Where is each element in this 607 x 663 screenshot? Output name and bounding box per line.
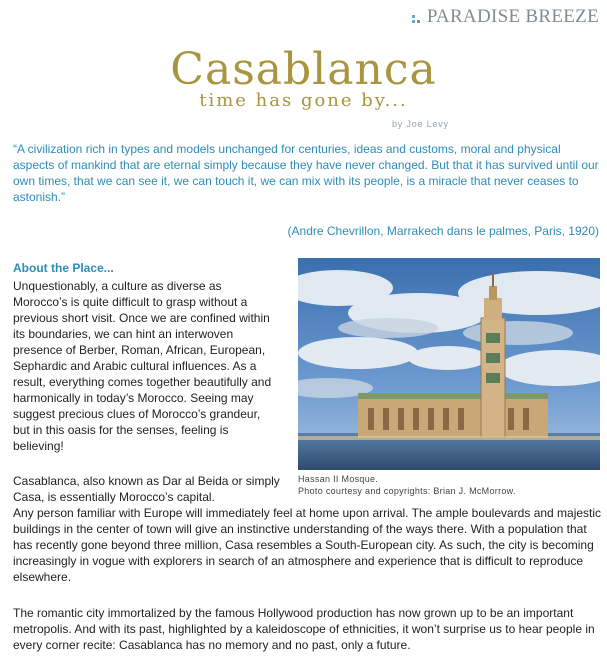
intro-quote: “A civilization rich in types and models unchanged for centuries, ideas and customs, moral and physical aspects of mankind that are eternal simply because they have never changed. But that it has survived until our own times, that we can see it, we can touch it, we can mix with its people, is a miracle that never ceases to astonish.” <box>13 142 599 204</box>
caption-title: Hassan II Mosque. <box>298 474 379 484</box>
paragraph-about: Unquestionably, a culture as diverse as Morocco’s is quite difficult to grasp without a previous short visit. Once we are confined within its boundaries, we can hint an interwoven presence of Berber, Roman, African, European, Sephardic and Arabic cultural influences. As a result, everything comes together beautifully and harmonically in today’s Morocco. Seeing may suggest precious clues of Morocco’s grandeur, but in this oasis for the senses, feeling is believing! <box>13 279 272 453</box>
brand-name: PARADISE BREEZE <box>426 6 599 27</box>
paragraph-metropolis: The romantic city immortalized by the famous Hollywood production has now grown up to be an important metropolis. And with its past, highlighted by a kaleidoscope of ethnicities, it won’t surprise us to hear people in every corner recite: Casablanca has no memory and no past, only a future. <box>13 606 595 652</box>
section-title: About the Place... <box>13 261 114 275</box>
quote-source: (Andre Chevrillon, Marrakech dans le palmes, Paris, 1920) <box>287 224 599 238</box>
article-title: Casablanca <box>170 44 437 95</box>
photo-caption <box>298 473 516 497</box>
article-byline: by Joe Levy <box>392 119 449 129</box>
mosque-photo <box>298 258 600 470</box>
article-subtitle: time has gone by... <box>199 90 408 111</box>
mosque-illustration <box>298 258 600 470</box>
dots-icon <box>412 15 422 25</box>
paragraph-casablanca: Any person familiar with Europe will immediately feel at home upon arrival. The ample boulevards and majestic buildings in the center of town will give an instinctive understanding of the ways there. With a population that has recently gone beyond three million, Casa resembles a South-European city. As such, the city is becoming increasingly in vogue with explorers in search of an atmosphere and experience that is difficult to reproduce elsewhere. <box>13 506 602 584</box>
caption-credit: Photo courtesy and copyrights: Brian J. McMorrow. <box>298 486 516 496</box>
paragraph-casablanca-intro: Casablanca, also known as Dar al Beida or simply Casa, is essentially Morocco’s capital. <box>13 474 280 504</box>
brand-logo <box>412 6 599 28</box>
